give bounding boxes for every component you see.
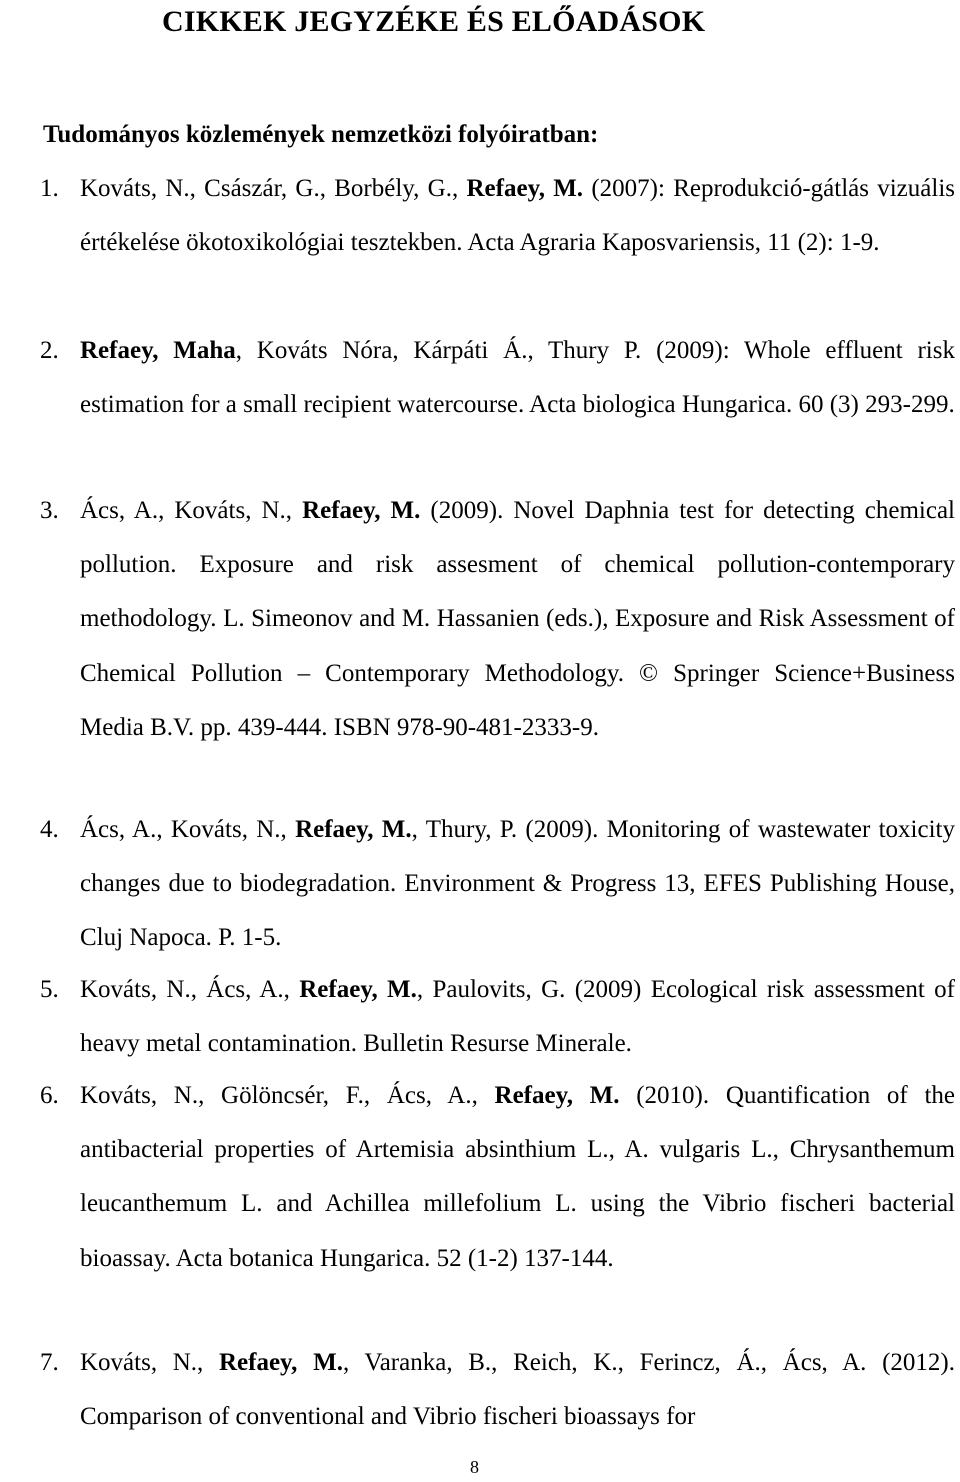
- publication-number: 3.: [40, 497, 59, 524]
- citation-details: , Thury, P. (2009). Monitoring of wastewater toxicity changes due to biodegradation. Environment & Progress 13, EFES Publishing House, Cluj Napoca. P. 1-5.: [80, 816, 955, 952]
- publication-number: 4.: [40, 816, 59, 843]
- citation-highlighted-author: Refaey, M.: [295, 816, 412, 843]
- publication-citation: [80, 803, 955, 966]
- citation-highlighted-author: Refaey, M.: [466, 175, 584, 202]
- citation-authors: Ács, A., Kováts, N.,: [80, 497, 303, 524]
- page-number: 8: [470, 1457, 479, 1477]
- publication-citation: [80, 162, 955, 270]
- citation-authors: Kováts, N., Császár, G., Borbély, G.,: [80, 175, 467, 202]
- publication-number: 6.: [40, 1082, 59, 1109]
- citation-details: , Kováts Nóra, Kárpáti Á., Thury P. (2009): Whole effluent risk estimation for a small recipient watercourse. Acta biologica Hungarica. 60 (3) 293-299.: [80, 337, 955, 419]
- publication-number: 5.: [40, 976, 59, 1003]
- publication-citation: [80, 1069, 955, 1286]
- publication-citation: [80, 324, 955, 432]
- citation-highlighted-author: Refaey, M.: [302, 497, 421, 524]
- citation-highlighted-author: Refaey, M.: [218, 1349, 343, 1376]
- page-title: CIKKEK JEGYZÉKE ÉS ELŐADÁSOK: [162, 5, 706, 38]
- citation-highlighted-author: Refaey, M.: [299, 976, 417, 1003]
- citation-details: , Varanka, B., Reich, K., Ferincz, Á., Ács, A. (2012). Comparison of conventional and Vibrio fischeri bioassays for: [80, 1349, 955, 1431]
- citation-details: , Paulovits, G. (2009) Ecological risk assessment of heavy metal contamination. Bulletin Resurse Minerale.: [80, 976, 956, 1058]
- citation-authors: Ács, A., Kováts, N.,: [80, 816, 296, 843]
- citation-details: (2007): Reprodukció-gátlás vizuális értékelése ökotoxikológiai tesztekben. Acta Agraria Kaposvariensis, 11 (2): 1-9.: [80, 175, 955, 257]
- citation-highlighted-author: Refaey, Maha: [80, 337, 236, 364]
- publication-citation: [80, 963, 955, 1071]
- citation-authors: Kováts, N.,: [80, 1349, 219, 1376]
- publication-citation: [80, 484, 955, 755]
- section-heading: Tudományos közlemények nemzetközi folyóiratban:: [43, 121, 599, 148]
- citation-highlighted-author: Refaey, M.: [494, 1082, 620, 1109]
- publication-number: 1.: [40, 175, 59, 202]
- citation-authors: Kováts, N., Gölöncsér, F., Ács, A.,: [80, 1082, 495, 1109]
- publication-number: 2.: [40, 337, 59, 364]
- publication-citation: [80, 1336, 955, 1444]
- citation-details: (2010). Quantification of the antibacterial properties of Artemisia absinthium L., A. vulgaris L., Chrysanthemum leucanthemum L. and Achillea millefolium L. using the Vibrio fischeri bacterial bioassay. Acta botanica Hungarica. 52 (1-2) 137-144.: [80, 1082, 955, 1272]
- citation-details: (2009). Novel Daphnia test for detecting chemical pollution. Exposure and risk assesment of chemical pollution-contemporary methodology. L. Simeonov and M. Hassanien (eds.), Exposure and Risk Assessment of Chemical Pollution – Contemporary Methodology. © Springer Science+Business Media B.V. pp. 439-444. ISBN 978-90-481-2333-9.: [80, 497, 956, 741]
- citation-authors: Kováts, N., Ács, A.,: [80, 976, 300, 1003]
- publication-number: 7.: [40, 1349, 59, 1376]
